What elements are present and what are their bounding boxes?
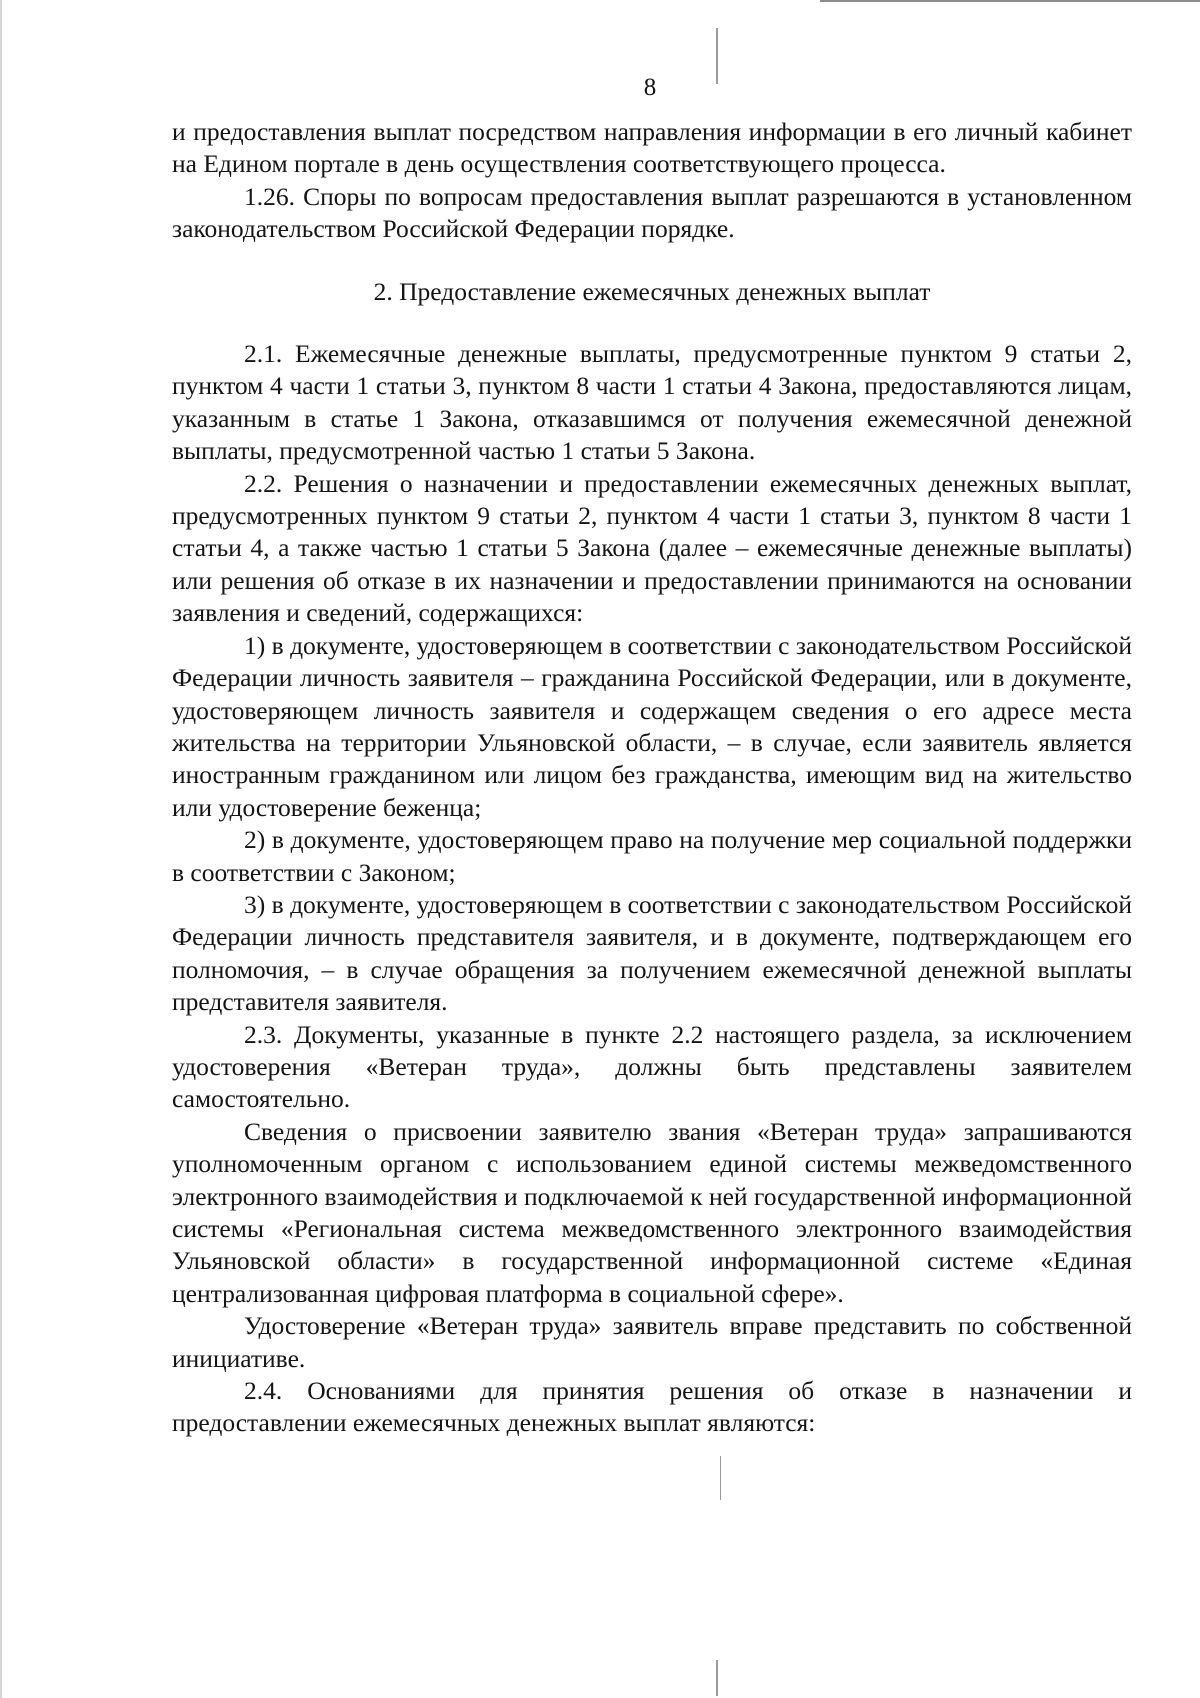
paragraph-2-4: 2.4. Основаниями для принятия решения об отказе в назначении и предоставлении ежемесячных денежных выплат являются: [172,1376,1132,1438]
section-heading: 2. Предоставление ежемесячных денежных выплат [373,276,931,306]
paragraph-veteran-certificate: Удостоверение «Ветеран труда» заявитель вправе представить по собственной инициативе. [172,1311,1132,1373]
scan-mark [716,1660,718,1696]
paragraph-1-26: 1.26. Споры по вопросам предоставления выплат разрешаются в установленном законодательством Российской Федерации порядке. [172,181,1132,244]
list-item-1: 1) в документе, удостоверяющем в соответствии с законодательством Российской Федерации личность заявителя – гражданина Российской Федерации, или в документе, удостоверяющем личность заявителя и содержащем сведения о его адресе места жительства на территории Ульяновской области, – в случае, если заявитель является иностранным гражданином или лицом без гражданства, имеющим вид на жительство или удостоверение беженца; [172,630,1132,822]
paragraph-2-2: 2.2. Решения о назначении и предоставлении ежемесячных денежных выплат, предусмотренных пунктом 9 статьи 2, пунктом 4 части 1 статьи 3, пунктом 8 части 1 статьи 4, а также частью 1 статьи 5 Закона (далее – ежемесячные денежные выплаты) или решения об отказе в их назначении и предоставлении принимаются на основании заявления и сведений, содержащихся: [172,468,1132,628]
paragraph-2-1: 2.1. Ежемесячные денежные выплаты, предусмотренные пунктом 9 статьи 2, пунктом 4 части 1 статьи 3, пунктом 8 части 1 статьи 4 Закона, предоставляются лицам, указанным в статье 1 Закона, отказавшимся от получения ежемесячной денежной выплаты, предусмотренной частью 1 статьи 5 Закона. [172,339,1132,466]
scan-mark [720,1456,721,1500]
paragraph-continuation: и предоставления выплат посредством направления информации в его личный кабинет на Едином портале в день осуществления соответствующего процесса. [172,117,1132,179]
document-body [172,116,1132,1440]
scan-edge-top [820,0,1200,2]
paragraph-veteran-info: Сведения о присвоении заявителю звания «Ветеран труда» запрашиваются уполномоченным органом с использованием единой системы межведомственного электронного взаимодействия и подключаемой к ней государственной информационной системы «Региональная система межведомственного электронного взаимодействия Ульяновской области» в государственной информационной системе «Единая централизованная цифровая платформа в социальной сфере». [172,1116,1132,1308]
paragraph-2-3: 2.3. Документы, указанные в пункте 2.2 настоящего раздела, за исключением удостоверения «Ветеран труда», должны быть представлены заявителем самостоятельно. [172,1019,1132,1114]
page-number: 8 [643,74,657,101]
scan-edge-left [0,0,2,1698]
list-item-2: 2) в документе, удостоверяющем право на получение мер социальной поддержки в соответствии с Законом; [172,825,1132,887]
list-item-3: 3) в документе, удостоверяющем в соответствии с законодательством Российской Федерации личность представителя заявителя, и в документе, подтверждающем его полномочия, – в случае обращения за получением ежемесячной денежной выплаты представителя заявителя. [172,889,1132,1017]
